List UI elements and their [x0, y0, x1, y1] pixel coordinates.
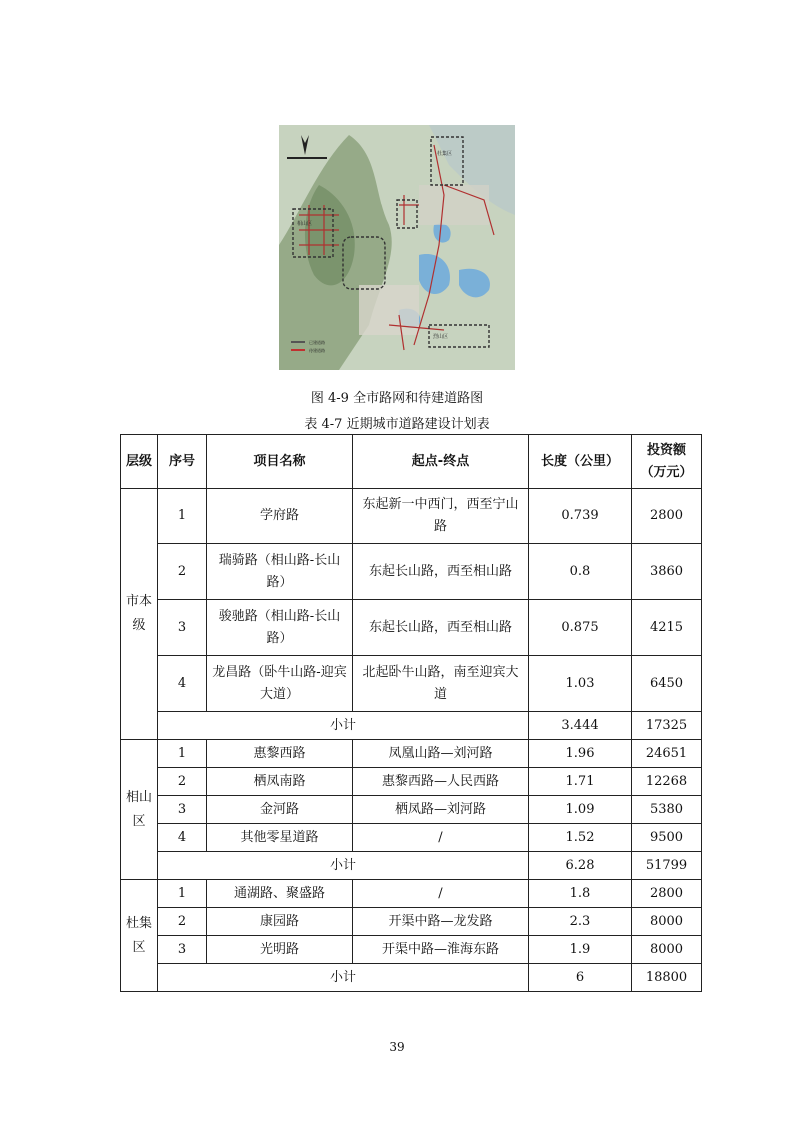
level-cell [121, 740, 158, 880]
svg-text:待建道路: 待建道路 [309, 348, 325, 353]
page-number: 39 [389, 1040, 405, 1054]
table-row [121, 768, 702, 796]
invest-cell: 3860 [632, 544, 702, 600]
table-row [121, 824, 702, 852]
subtotal-length: 6.28 [529, 852, 632, 880]
map-drawing [279, 125, 515, 370]
table-row [121, 544, 702, 600]
header-invest-line2: （万元） [640, 464, 693, 480]
road-construction-table [120, 434, 702, 992]
route-cell: 凤凰山路—刘河路 [353, 740, 529, 768]
invest-cell: 6450 [632, 656, 702, 712]
invest-cell: 8000 [632, 908, 702, 936]
length-cell: 1.9 [529, 936, 632, 964]
name-cell: 金河路 [207, 796, 353, 824]
table-row [121, 600, 702, 656]
name-cell: 其他零星道路 [207, 824, 353, 852]
header-name: 项目名称 [207, 435, 353, 489]
name-cell: 通湖路、聚盛路 [207, 880, 353, 908]
route-cell: 北起卧牛山路，南至迎宾大道 [353, 656, 529, 712]
seq-cell: 2 [158, 544, 207, 600]
route-cell: 东起长山路，西至相山路 [353, 544, 529, 600]
subtotal-invest: 51799 [632, 852, 702, 880]
svg-text:杜集区: 杜集区 [437, 151, 453, 157]
length-cell: 0.875 [529, 600, 632, 656]
length-cell: 0.8 [529, 544, 632, 600]
road-network-map [279, 125, 515, 370]
length-cell: 2.3 [529, 908, 632, 936]
subtotal-invest: 17325 [632, 712, 702, 740]
svg-text:烈山区: 烈山区 [433, 334, 449, 340]
route-cell: 惠黎西路—人民西路 [353, 768, 529, 796]
subtotal-length: 6 [529, 964, 632, 992]
subtotal-invest: 18800 [632, 964, 702, 992]
seq-cell: 3 [158, 936, 207, 964]
invest-cell: 5380 [632, 796, 702, 824]
route-cell: 东起长山路，西至相山路 [353, 600, 529, 656]
subtotal-row [121, 712, 702, 740]
table-row [121, 936, 702, 964]
name-cell: 龙昌路（卧牛山路-迎宾大道） [207, 656, 353, 712]
route-cell: 栖凤路—刘河路 [353, 796, 529, 824]
route-cell: 开渠中路—淮海东路 [353, 936, 529, 964]
table-row [121, 740, 702, 768]
seq-cell: 1 [158, 489, 207, 544]
length-cell: 1.8 [529, 880, 632, 908]
table-row [121, 656, 702, 712]
subtotal-row [121, 852, 702, 880]
table-row [121, 489, 702, 544]
seq-cell: 4 [158, 656, 207, 712]
length-cell: 1.71 [529, 768, 632, 796]
length-cell: 1.52 [529, 824, 632, 852]
name-cell: 光明路 [207, 936, 353, 964]
invest-cell: 12268 [632, 768, 702, 796]
level-label: 杜集区 [125, 915, 152, 955]
seq-cell: 2 [158, 908, 207, 936]
seq-cell: 2 [158, 768, 207, 796]
length-cell: 1.96 [529, 740, 632, 768]
seq-cell: 3 [158, 600, 207, 656]
subtotal-label: 小计 [158, 964, 529, 992]
subtotal-label: 小计 [158, 712, 529, 740]
name-cell: 康园路 [207, 908, 353, 936]
invest-cell: 2800 [632, 880, 702, 908]
route-cell: 开渠中路—龙发路 [353, 908, 529, 936]
length-cell: 1.09 [529, 796, 632, 824]
invest-cell: 4215 [632, 600, 702, 656]
length-cell: 0.739 [529, 489, 632, 544]
level-label: 相山区 [125, 789, 152, 829]
level-cell [121, 880, 158, 992]
table-row [121, 880, 702, 908]
level-label: 市本级 [125, 594, 152, 633]
route-cell: / [353, 880, 529, 908]
name-cell: 栖凤南路 [207, 768, 353, 796]
svg-text:已建道路: 已建道路 [309, 340, 325, 345]
route-cell: / [353, 824, 529, 852]
invest-cell: 8000 [632, 936, 702, 964]
subtotal-length: 3.444 [529, 712, 632, 740]
header-length: 长度（公里） [529, 435, 632, 489]
header-invest-line1: 投资额 [646, 442, 686, 458]
name-cell: 惠黎西路 [207, 740, 353, 768]
name-cell: 骏驰路（相山路-长山路） [207, 600, 353, 656]
subtotal-row [121, 964, 702, 992]
name-cell: 瑞骑路（相山路-长山路） [207, 544, 353, 600]
route-cell: 东起新一中西门，西至宁山路 [353, 489, 529, 544]
level-cell [121, 489, 158, 740]
seq-cell: 4 [158, 824, 207, 852]
name-cell: 学府路 [207, 489, 353, 544]
header-invest [632, 435, 702, 489]
invest-cell: 9500 [632, 824, 702, 852]
figure-caption: 图 4-9 全市路网和待建道路图 [310, 391, 484, 406]
invest-cell: 24651 [632, 740, 702, 768]
svg-text:相山区: 相山区 [297, 221, 313, 227]
seq-cell: 1 [158, 740, 207, 768]
header-seq: 序号 [158, 435, 207, 489]
seq-cell: 1 [158, 880, 207, 908]
table-row [121, 908, 702, 936]
header-level: 层级 [121, 435, 158, 489]
table-header-row [121, 435, 702, 489]
table-caption: 表 4-7 近期城市道路建设计划表 [304, 417, 490, 432]
length-cell: 1.03 [529, 656, 632, 712]
table-row [121, 796, 702, 824]
seq-cell: 3 [158, 796, 207, 824]
invest-cell: 2800 [632, 489, 702, 544]
header-route: 起点-终点 [353, 435, 529, 489]
subtotal-label: 小计 [158, 852, 529, 880]
